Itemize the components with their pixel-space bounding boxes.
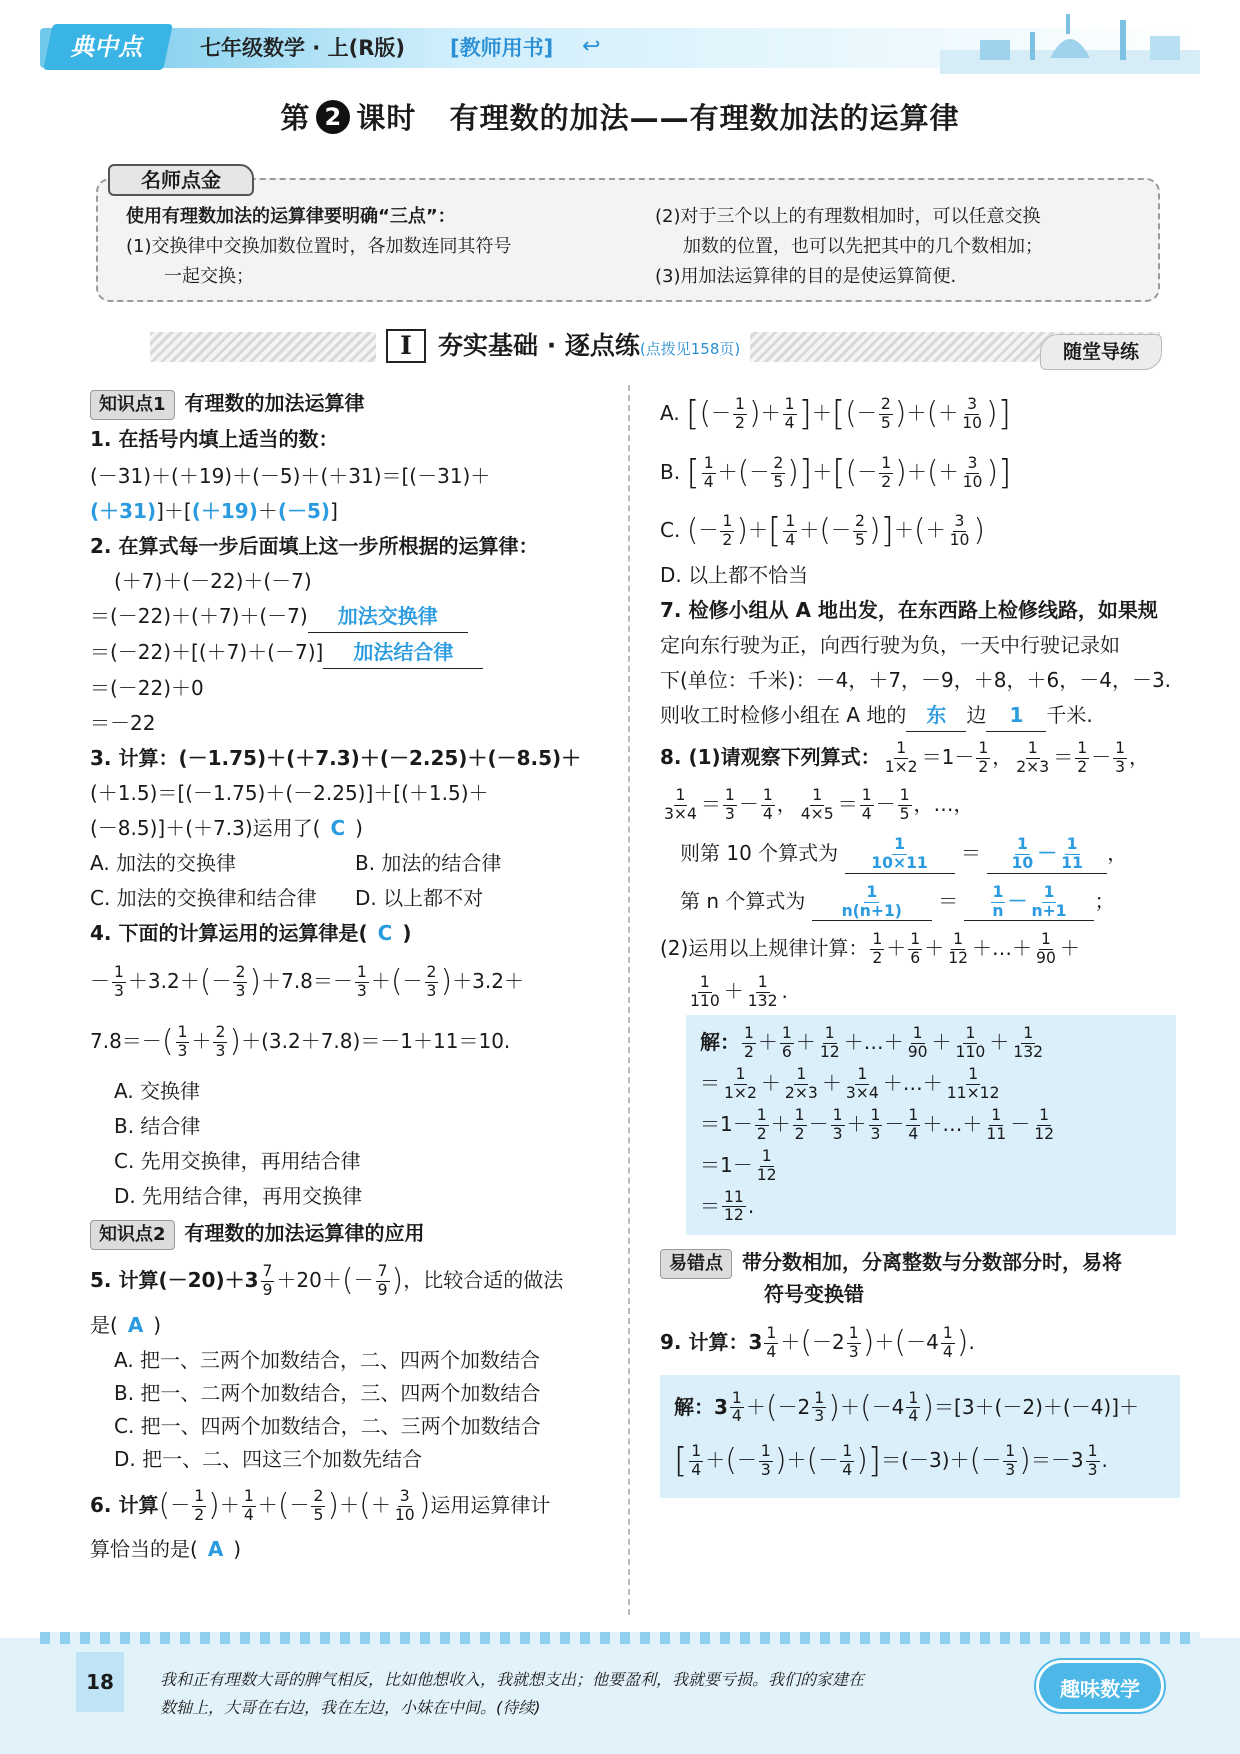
q8-sol-row-3: ＝1－ $\frac{1}{2}$ ＋ $\frac{1}{2}$ － $\frac{1}{3}$ ＋ $\frac{1}{3}$ － $\frac{1}{4}$ ＋…＋ $\frac{1}{11}$ － $\frac{1}{12}$ — [700, 1105, 1055, 1143]
q1-stem: 1. 在括号内填上适当的数： — [90, 426, 339, 451]
lesson-suffix: 课时 — [356, 101, 417, 135]
q6-option-d: D. 以上都不恰当 — [660, 563, 809, 588]
q4-text: ) — [402, 920, 412, 945]
q5-text: 是( — [90, 1313, 118, 1338]
fraction: $\frac{2}{3}$ — [235, 962, 246, 1000]
fraction: $\frac{1}{132}$ — [747, 973, 778, 1011]
q8-tenth: 则第 10 个算式为 $\frac{1}{10\times 11}$ ＝ $\frac{1}{10}$ － $\frac{1}{11}$ ， — [680, 834, 1128, 872]
fraction: $\frac{1}{2\times 3}$ — [1016, 739, 1050, 776]
question-3 — [90, 743, 620, 914]
fraction: $\frac{1}{3}$ — [1115, 739, 1126, 776]
fraction: $\frac{3}{10}$ — [394, 1487, 415, 1525]
q8-line-1: 8. (1)请观察下列算式： $\frac{1}{1\times 2}$ ＝1－ $\frac{1}{2}$ ， $\frac{1}{2\times 3}$ ＝ $\frac{1}{2}$ － $\frac{1}{3}$ ， — [660, 739, 1150, 776]
q5-option-b: B. 把一、二两个加数结合，三、四两个加数结合 — [114, 1381, 541, 1406]
q8-text: 8. (1)请观察下列算式： — [660, 744, 881, 769]
q5-option-c: C. 把一、四两个加数结合，二、三两个加数结合 — [114, 1414, 541, 1439]
fraction: $\frac{1}{6}$ — [910, 930, 921, 968]
q5-option-d: D. 把一、二、四这三个加数先结合 — [114, 1447, 423, 1472]
kp1-tag: 知识点1 — [90, 390, 175, 420]
q3-line-1: 3. 计算：(－1.75)＋(＋7.3)＋(－2.25)＋(－8.5)＋ — [90, 745, 582, 770]
skyline-illustration — [940, 10, 1200, 74]
q8-answer-tenth-right: $\frac{1}{10}$ － $\frac{1}{11}$ — [987, 836, 1107, 874]
fraction: $\frac{3}{10}$ — [949, 512, 970, 550]
error-point-line-2: 符号变换错 — [764, 1282, 864, 1307]
section-heading: 夯实基础 · 逐点练 — [438, 331, 640, 360]
q3-text: (－8.5)]＋(＋7.3)运用了( — [90, 815, 321, 840]
page-header — [0, 0, 1240, 80]
lesson-number: 2 — [316, 100, 350, 134]
fraction: $\frac{1}{4}$ — [703, 453, 714, 491]
return-arrow-icon: ↩ — [582, 34, 601, 59]
q9-text: ＝－3 — [1030, 1448, 1084, 1473]
q2-step-4: ＝－22 — [90, 710, 156, 735]
q7-line-3: 下(单位：千米)：－4，＋7，－9，＋8，＋6，－4，－3. — [660, 668, 1172, 693]
right-column — [660, 388, 1180, 1498]
tips-point-1-cont: 一起交换； — [164, 266, 254, 287]
fraction: $\frac{1}{2}$ — [722, 512, 733, 550]
tips-intro: 使用有理数加法的运算律要明确“三点”： — [126, 206, 456, 227]
fraction: $\frac{7}{9}$ — [262, 1261, 273, 1299]
q3-line-3 — [90, 813, 620, 844]
lesson-topic: 有理数的加法——有理数加法的运算律 — [449, 101, 960, 135]
fraction: $\frac{1}{1\times 2}$ — [884, 739, 918, 776]
knowledge-point-2 — [90, 1218, 620, 1250]
q2-step-1 — [90, 601, 620, 633]
q8-text: (2)运用以上规律计算： — [660, 936, 869, 961]
q4-text: ＋7.8＝－ — [261, 968, 353, 993]
q1-answer-2: (＋19) — [191, 498, 258, 523]
fraction: $\frac{1}{2}$ — [735, 394, 745, 432]
q7-answer-distance: 1 — [986, 700, 1046, 732]
q4-text: ＋3.2＋ — [452, 968, 524, 993]
q1-line-2 — [90, 496, 620, 527]
q8-text: ＋…＋ — [972, 936, 1033, 961]
fraction: $\frac{1}{4\times 5}$ — [800, 785, 834, 823]
q8-sol-label: 解： — [700, 1030, 740, 1055]
q6-answer: A — [207, 1536, 224, 1561]
q9-sol-label: 解：3 — [674, 1394, 728, 1419]
q2-expr: ＝(－22)＋[(＋7)＋(－7)] — [90, 639, 324, 664]
fraction: $\frac{7}{9}$ — [377, 1261, 388, 1299]
section-badge: 随堂导练 — [1040, 334, 1162, 370]
column-divider — [628, 385, 630, 1615]
fraction: $\frac{1}{3}$ — [177, 1023, 188, 1061]
footer-story — [160, 1666, 1020, 1722]
error-point-text: 带分数相加，分离整数与分数部分时，易将 — [742, 1250, 1122, 1275]
fraction: $\frac{1}{2}$ — [978, 739, 989, 776]
error-point-tag: 易错点 — [660, 1249, 732, 1279]
fun-math-logo: 趣味数学 — [1036, 1660, 1164, 1712]
kp1-title: 有理数的加法运算律 — [184, 391, 365, 415]
section-title — [376, 326, 750, 366]
q2-stem: 2. 在算式每一步后面填上这一步所根据的运算律： — [90, 533, 539, 558]
q7-text: 边 — [966, 703, 987, 728]
q6-text: 算恰当的是( — [90, 1536, 198, 1561]
fraction: $\frac{1}{4}$ — [784, 394, 795, 432]
q4-option-b: B. 结合律 — [114, 1113, 201, 1138]
q6-text: 6. 计算 — [90, 1493, 159, 1518]
q8-sol-row-5: ＝ $\frac{11}{12}$ . — [700, 1187, 755, 1225]
question-2 — [90, 531, 620, 739]
q1-text: ]＋[ — [156, 498, 192, 523]
q4-text: ＋(3.2＋7.8)＝－1＋11＝10. — [241, 1029, 511, 1054]
q2-step-0: (＋7)＋(－22)＋(－7) — [114, 568, 312, 593]
q5-stem: 5. 计算(－20)＋3 $\frac{7}{9}$ ＋20＋(－ $\frac{7}{9}$ )，比较合适的做法 — [90, 1261, 564, 1299]
q4-text: ＋3.2＋ — [127, 968, 200, 993]
q4-answer: C — [377, 920, 393, 945]
kp2-title: 有理数的加法运算律的应用 — [184, 1220, 425, 1245]
q4-option-c: C. 先用交换律，再用结合律 — [114, 1148, 361, 1173]
q9-text: ＝[3＋(－2)＋(－4)]＋ — [934, 1394, 1140, 1419]
question-9 — [660, 1320, 1180, 1498]
section-roman: I — [386, 329, 426, 363]
q8-text: 第 n 个算式为 — [680, 888, 806, 913]
question-6 — [90, 1483, 620, 1565]
q8-text: 则第 10 个算式为 — [680, 840, 839, 865]
q1-answer-1: (＋31) — [90, 498, 157, 523]
q9-solution-box — [660, 1375, 1180, 1498]
q1-text: ] — [330, 498, 338, 523]
q8-sol-row-4: ＝1－ $\frac{1}{12}$ — [700, 1146, 777, 1184]
q1-answer-3: (－5) — [277, 498, 331, 523]
q3-text: ) — [355, 815, 363, 840]
q3-options-row-2 — [90, 883, 620, 914]
question-7 — [660, 595, 1180, 732]
book-title: 七年级数学 · 上(R版) — [200, 36, 405, 60]
tips-left-column — [126, 202, 636, 292]
page-number: 18 — [76, 1652, 124, 1712]
q9-stem: 9. 计算：3 $\frac{1}{4}$ ＋(－2 $\frac{1}{3}$ )＋(－4 $\frac{1}{4}$ ). — [660, 1324, 975, 1361]
q4-text: 7.8＝－ — [90, 1029, 162, 1054]
q2-expr: ＝(－22)＋(＋7)＋(－7) — [90, 603, 308, 628]
teacher-tips-label: 名师点金 — [108, 164, 254, 196]
q2-answer-2: 加法结合律 — [323, 637, 483, 669]
tips-right-column — [655, 202, 1155, 292]
fraction: $\frac{1}{2}$ — [872, 930, 883, 968]
q6-text: 运用运算律计 — [430, 1493, 551, 1518]
q8-answer-nth-right: $\frac{1}{n}$ － $\frac{1}{n+1}$ — [964, 884, 1094, 922]
q6-option-c: C. (－ $\frac{1}{2}$ )＋[ $\frac{1}{4}$ ＋(－ $\frac{2}{5}$ )]＋(＋ $\frac{3}{10}$ ) — [660, 511, 986, 552]
fraction: $\frac{2}{3}$ — [426, 962, 437, 1000]
q8-sol-row-2: ＝ $\frac{1}{1\times 2}$ ＋ $\frac{1}{2\times 3}$ ＋ $\frac{1}{3\times 4}$ ＋…＋ $\frac{1}{11\times 12}$ — [700, 1064, 1000, 1102]
lesson-title — [0, 96, 1240, 141]
q1-line-1: (－31)＋(＋19)＋(－5)＋(＋31)＝[(－31)＋ — [90, 463, 491, 488]
fraction: $\frac{3}{10}$ — [962, 394, 983, 432]
section-hint-ref: (点拨见158页) — [639, 340, 741, 358]
q3-option-c: C. 加法的交换律和结合律 — [90, 885, 317, 910]
q7-line-4 — [660, 700, 1180, 732]
fraction: $\frac{1}{90}$ — [1036, 930, 1056, 968]
q7-text: 千米. — [1046, 703, 1093, 728]
fraction: $\frac{1}{4}$ — [243, 1487, 254, 1525]
q9-text: 9. 计算：3 — [660, 1329, 763, 1354]
footer-story-line-1: 我和正有理数大哥的脾气相反，比如他想收入，我就想支出；他要盈利，我就要亏损。我们的家建在 — [160, 1670, 865, 1689]
q3-answer: C — [330, 815, 346, 840]
error-point-line-1 — [660, 1247, 1180, 1279]
error-point — [660, 1247, 1180, 1310]
q8-nth: 第 n 个算式为 $\frac{1}{n(n+1)}$ ＝ $\frac{1}{n}$ － $\frac{1}{n+1}$ ； — [680, 882, 1115, 920]
lesson-prefix: 第 — [280, 101, 311, 135]
kp2-tag: 知识点2 — [90, 1220, 175, 1250]
q7-line-2: 定向东行驶为正，向西行驶为负，一天中行驶记录如 — [660, 633, 1120, 658]
q4-option-a: A. 交换律 — [114, 1078, 201, 1103]
q5-stem-2 — [90, 1310, 620, 1341]
q9-text: ＝(－3)＋ — [881, 1448, 970, 1473]
fraction: $\frac{1}{3}$ — [724, 785, 735, 823]
fraction: $\frac{2}{5}$ — [880, 394, 891, 432]
q8-answer-nth-left: $\frac{1}{n(n+1)}$ — [812, 884, 932, 922]
q9-sol-row-1: 解：3 $\frac{1}{4}$ ＋(－2 $\frac{1}{3}$ )＋(－4 $\frac{1}{4}$ )＝[3＋(－2)＋(－4)]＋ — [674, 1388, 1140, 1426]
q7-answer-direction: 东 — [906, 700, 966, 732]
q3-option-b: B. 加法的结合律 — [355, 850, 502, 875]
q6-stem: 6. 计算(－ $\frac{1}{2}$ )＋ $\frac{1}{4}$ ＋(－ $\frac{2}{5}$ )＋(＋ $\frac{3}{10}$ )运用运算律计 — [90, 1487, 551, 1525]
fraction: $\frac{1}{4}$ — [762, 785, 773, 823]
teacher-edition-tag: [教师用书] — [450, 36, 554, 60]
q5-text: ＋20＋ — [276, 1267, 342, 1292]
q4-expr-1: － $\frac{1}{3}$ ＋3.2＋(－ $\frac{2}{3}$ )＋7.8＝－ $\frac{1}{3}$ ＋(－ $\frac{2}{3}$ )＋3.2＋ — [90, 962, 524, 1000]
q6-option-a: A. [(－ $\frac{1}{2}$ )＋ $\frac{1}{4}$ ]＋[(－ $\frac{2}{5}$ )＋(＋ $\frac{3}{10}$ )] — [660, 394, 1012, 434]
q2-answer-1: 加法交换律 — [308, 601, 468, 633]
q3-options-row-1 — [90, 848, 620, 879]
q8-part-2-cont: $\frac{1}{110}$ ＋ $\frac{1}{132}$ . — [690, 973, 788, 1011]
fraction: $\frac{2}{5}$ — [313, 1487, 324, 1525]
q8-solution-box — [686, 1015, 1176, 1235]
fraction: $\frac{1}{2}$ — [1077, 739, 1088, 776]
q5-option-a: A. 把一、三两个加数结合，二、四两个加数结合 — [114, 1348, 541, 1373]
brand-logo: 典中点 — [43, 24, 173, 70]
q4-text: 4. 下面的计算运用的运算律是( — [90, 920, 368, 945]
q4-option-d: D. 先用结合律，再用交换律 — [114, 1183, 363, 1208]
fraction: $\frac{1}{12}$ — [948, 930, 969, 968]
q5-text: ，比较合适的做法 — [403, 1267, 564, 1292]
fraction: $\frac{2}{5}$ — [773, 453, 784, 491]
fraction: $\frac{2}{3}$ — [215, 1023, 226, 1061]
fraction: $\frac{1}{2}$ — [194, 1487, 205, 1525]
tips-point-2: (2)对于三个以上的有理数相加时，可以任意交换 — [655, 206, 1041, 227]
left-column — [90, 388, 620, 1565]
fraction: $\frac{1}{5}$ — [899, 785, 910, 823]
q5-answer: A — [127, 1313, 144, 1338]
fraction: $\frac{1}{2}$ — [881, 453, 892, 491]
q3-option-a: A. 加法的交换律 — [90, 850, 237, 875]
question-1 — [90, 424, 620, 527]
footer-story-line-2: 数轴上，大哥在右边，我在左边，小妹在中间。(待续) — [160, 1698, 541, 1717]
fraction: $\frac{1}{3}$ — [114, 962, 124, 1000]
q6-text: ) — [233, 1536, 242, 1561]
question-5 — [90, 1258, 620, 1476]
fraction: $\frac{1}{3}$ — [356, 962, 367, 1000]
fraction: $\frac{2}{5}$ — [854, 512, 865, 550]
question-8 — [660, 740, 1180, 1235]
q3-option-d: D. 以上都不对 — [355, 885, 484, 910]
q9-sol-row-2: [ $\frac{1}{4}$ ＋(－ $\frac{1}{3}$ )＋(－ $\frac{1}{4}$ )]＝(－3)＋(－ $\frac{1}{3}$ )＝－3 $\frac{1}{3}$ . — [674, 1441, 1108, 1482]
q1-text: ＋ — [257, 498, 278, 523]
fraction: $\frac{1}{4}$ — [861, 785, 872, 823]
tips-point-1: (1)交换律中交换加数位置时，各加数连同其符号 — [126, 236, 512, 257]
fraction: $\frac{1}{3\times 4}$ — [664, 785, 697, 823]
fraction: $\frac{3}{10}$ — [962, 453, 983, 491]
q5-text: ) — [153, 1313, 162, 1338]
fraction: $\frac{1}{4}$ — [785, 512, 796, 550]
q6-stem-2 — [90, 1534, 620, 1565]
q7-line-1: 7. 检修小组从 A 地出发，在东西路上检修线路，如果规 — [660, 598, 1158, 623]
fraction: $\frac{1}{110}$ — [690, 973, 720, 1011]
q3-line-2: (＋1.5)＝[(－1.75)＋(－2.25)]＋[(＋1.5)＋ — [90, 780, 489, 805]
q7-text: 则收工时检修小组在 A 地的 — [660, 703, 907, 728]
question-4 — [90, 918, 620, 1212]
q2-step-3: ＝(－22)＋0 — [90, 675, 204, 700]
q8-answer-tenth-left: $\frac{1}{10\times 11}$ — [845, 836, 955, 874]
tips-point-3: (3)用加法运算律的目的是使运算简便. — [655, 266, 957, 287]
q4-stem — [90, 918, 620, 949]
q8-line-2: $\frac{1}{3\times 4}$ ＝ $\frac{1}{3}$ － $\frac{1}{4}$ ， $\frac{1}{4\times 5}$ ＝ $\frac{1}{4}$ － $\frac{1}{5}$ ，…， — [664, 785, 974, 823]
footer-zigzag — [40, 1632, 1200, 1644]
knowledge-point-1 — [90, 388, 620, 420]
tips-point-2-cont: 加数的位置，也可以先把其中的几个数相加； — [683, 236, 1043, 257]
q4-expr-2: 7.8＝－( $\frac{1}{3}$ ＋ $\frac{2}{3}$ )＋(3.2＋7.8)＝－1＋11＝10. — [90, 1023, 511, 1061]
q2-step-2 — [90, 637, 620, 669]
q6-option-b: B. [ $\frac{1}{4}$ ＋(－ $\frac{2}{5}$ )]＋[(－ $\frac{1}{2}$ )＋(＋ $\frac{3}{10}$ )] — [660, 452, 1012, 493]
q8-sol-row-1: 解： $\frac{1}{2}$ ＋ $\frac{1}{6}$ ＋ $\frac{1}{12}$ ＋…＋ $\frac{1}{90}$ ＋ $\frac{1}{110}$ ＋ $\frac{1}{132}$ — [700, 1024, 1044, 1062]
q8-part-2: (2)运用以上规律计算： $\frac{1}{2}$ ＋ $\frac{1}{6}$ ＋ $\frac{1}{12}$ ＋…＋ $\frac{1}{90}$ ＋ — [660, 930, 1080, 968]
q5-text: 5. 计算(－20)＋3 — [90, 1267, 259, 1292]
